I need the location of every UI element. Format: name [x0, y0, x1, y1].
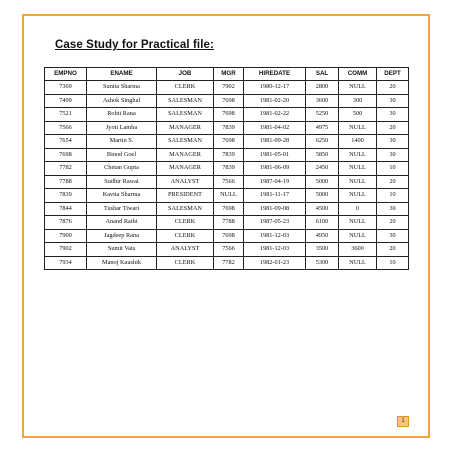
- job-cell: MANAGER: [157, 121, 214, 135]
- dept-cell: 20: [377, 243, 409, 257]
- empno-cell: 7934: [45, 256, 87, 270]
- mgr-cell: 7839: [214, 162, 244, 176]
- page-number: 1: [397, 416, 409, 427]
- ename-cell: Jagdeep Rana: [87, 229, 157, 243]
- ename-cell: Kavita Sharma: [87, 189, 157, 203]
- sal-cell: 5000: [306, 175, 339, 189]
- dept-cell: 30: [377, 94, 409, 108]
- comm-cell: NULL: [339, 189, 377, 203]
- mgr-cell: 7698: [214, 94, 244, 108]
- table-row: [45, 162, 409, 176]
- dept-cell: 10: [377, 256, 409, 270]
- mgr-cell: 7566: [214, 243, 244, 257]
- hiredate-cell: 1982-01-23: [244, 256, 306, 270]
- ename-cell: Chetan Gupta: [87, 162, 157, 176]
- sal-cell: 4950: [306, 229, 339, 243]
- column-header-mgr: MGR: [214, 68, 244, 81]
- job-cell: SALESMAN: [157, 202, 214, 216]
- hiredate-cell: 1981-02-20: [244, 94, 306, 108]
- comm-cell: 300: [339, 94, 377, 108]
- employee-table: [44, 67, 409, 270]
- sal-cell: 2800: [306, 81, 339, 95]
- mgr-cell: 7698: [214, 229, 244, 243]
- comm-cell: NULL: [339, 256, 377, 270]
- empno-cell: 7839: [45, 189, 87, 203]
- mgr-cell: NULL: [214, 189, 244, 203]
- empno-cell: 7900: [45, 229, 87, 243]
- comm-cell: NULL: [339, 121, 377, 135]
- ename-cell: Sumit Vats: [87, 243, 157, 257]
- sal-cell: 6250: [306, 135, 339, 149]
- dept-cell: 30: [377, 108, 409, 122]
- empno-cell: 7654: [45, 135, 87, 149]
- table-row: [45, 121, 409, 135]
- empno-cell: 7844: [45, 202, 87, 216]
- empno-cell: 7782: [45, 162, 87, 176]
- comm-cell: 1400: [339, 135, 377, 149]
- mgr-cell: 7698: [214, 202, 244, 216]
- dept-cell: 20: [377, 121, 409, 135]
- comm-cell: NULL: [339, 175, 377, 189]
- column-header-comm: COMM: [339, 68, 377, 81]
- job-cell: MANAGER: [157, 162, 214, 176]
- dept-cell: 20: [377, 81, 409, 95]
- column-header-sal: SAL: [306, 68, 339, 81]
- table-row: [45, 135, 409, 149]
- ename-cell: Sudhir Rawat: [87, 175, 157, 189]
- mgr-cell: 7839: [214, 121, 244, 135]
- table-row: [45, 94, 409, 108]
- table-header-row: [45, 68, 409, 81]
- job-cell: SALESMAN: [157, 135, 214, 149]
- job-cell: CLERK: [157, 229, 214, 243]
- ename-cell: Martin S.: [87, 135, 157, 149]
- comm-cell: NULL: [339, 81, 377, 95]
- ename-cell: Tushar Tiwari: [87, 202, 157, 216]
- hiredate-cell: 1987-05-23: [244, 216, 306, 230]
- sal-cell: 5000: [306, 189, 339, 203]
- table-row: [45, 202, 409, 216]
- job-cell: MANAGER: [157, 148, 214, 162]
- sal-cell: 4975: [306, 121, 339, 135]
- mgr-cell: 7788: [214, 216, 244, 230]
- table-row: [45, 148, 409, 162]
- ename-cell: Jyoti Lamba: [87, 121, 157, 135]
- sal-cell: 5850: [306, 148, 339, 162]
- hiredate-cell: 1981-09-08: [244, 202, 306, 216]
- empno-cell: 7902: [45, 243, 87, 257]
- mgr-cell: 7839: [214, 148, 244, 162]
- column-header-job: JOB: [157, 68, 214, 81]
- job-cell: CLERK: [157, 81, 214, 95]
- mgr-cell: 7698: [214, 135, 244, 149]
- ename-cell: Manoj Kaushik: [87, 256, 157, 270]
- dept-cell: 30: [377, 135, 409, 149]
- table-row: [45, 216, 409, 230]
- job-cell: CLERK: [157, 216, 214, 230]
- hiredate-cell: 1981-04-02: [244, 121, 306, 135]
- ename-cell: Anand Rathi: [87, 216, 157, 230]
- comm-cell: NULL: [339, 148, 377, 162]
- job-cell: ANALYST: [157, 175, 214, 189]
- table-row: [45, 243, 409, 257]
- dept-cell: 10: [377, 189, 409, 203]
- empno-cell: 7499: [45, 94, 87, 108]
- ename-cell: Binod Goel: [87, 148, 157, 162]
- ename-cell: Ashok Singhal: [87, 94, 157, 108]
- sal-cell: 5300: [306, 256, 339, 270]
- mgr-cell: 7902: [214, 81, 244, 95]
- ename-cell: Rohit Rana: [87, 108, 157, 122]
- document-title: Case Study for Practical file:: [55, 39, 214, 51]
- dept-cell: 30: [377, 229, 409, 243]
- empno-cell: 7698: [45, 148, 87, 162]
- sal-cell: 3600: [306, 94, 339, 108]
- dept-cell: 20: [377, 216, 409, 230]
- column-header-dept: DEPT: [377, 68, 409, 81]
- mgr-cell: 7566: [214, 175, 244, 189]
- hiredate-cell: 1981-06-09: [244, 162, 306, 176]
- ename-cell: Sunita Sharma: [87, 81, 157, 95]
- hiredate-cell: 1981-12-03: [244, 243, 306, 257]
- comm-cell: NULL: [339, 229, 377, 243]
- table-row: [45, 175, 409, 189]
- job-cell: CLERK: [157, 256, 214, 270]
- job-cell: SALESMAN: [157, 94, 214, 108]
- column-header-empno: EMPNO: [45, 68, 87, 81]
- hiredate-cell: 1981-11-17: [244, 189, 306, 203]
- dept-cell: 30: [377, 202, 409, 216]
- comm-cell: 0: [339, 202, 377, 216]
- hiredate-cell: 1981-02-22: [244, 108, 306, 122]
- table-row: [45, 229, 409, 243]
- sal-cell: 2450: [306, 162, 339, 176]
- comm-cell: NULL: [339, 162, 377, 176]
- sal-cell: 4500: [306, 202, 339, 216]
- mgr-cell: 7698: [214, 108, 244, 122]
- table-row: [45, 189, 409, 203]
- comm-cell: NULL: [339, 216, 377, 230]
- dept-cell: 30: [377, 148, 409, 162]
- table-row: [45, 256, 409, 270]
- empno-cell: 7521: [45, 108, 87, 122]
- sal-cell: 3500: [306, 243, 339, 257]
- hiredate-cell: 1980-12-17: [244, 81, 306, 95]
- hiredate-cell: 1981-05-01: [244, 148, 306, 162]
- table-row: [45, 81, 409, 95]
- job-cell: SALESMAN: [157, 108, 214, 122]
- hiredate-cell: 1981-12-03: [244, 229, 306, 243]
- comm-cell: 500: [339, 108, 377, 122]
- empno-cell: 7369: [45, 81, 87, 95]
- sal-cell: 5250: [306, 108, 339, 122]
- empno-cell: 7876: [45, 216, 87, 230]
- comm-cell: 3600: [339, 243, 377, 257]
- dept-cell: 10: [377, 162, 409, 176]
- job-cell: PRESIDENT: [157, 189, 214, 203]
- column-header-hiredate: HIREDATE: [244, 68, 306, 81]
- column-header-ename: ENAME: [87, 68, 157, 81]
- job-cell: ANALYST: [157, 243, 214, 257]
- sal-cell: 6100: [306, 216, 339, 230]
- hiredate-cell: 1981-09-28: [244, 135, 306, 149]
- empno-cell: 7788: [45, 175, 87, 189]
- dept-cell: 20: [377, 175, 409, 189]
- empno-cell: 7566: [45, 121, 87, 135]
- table-row: [45, 108, 409, 122]
- hiredate-cell: 1987-04-19: [244, 175, 306, 189]
- mgr-cell: 7782: [214, 256, 244, 270]
